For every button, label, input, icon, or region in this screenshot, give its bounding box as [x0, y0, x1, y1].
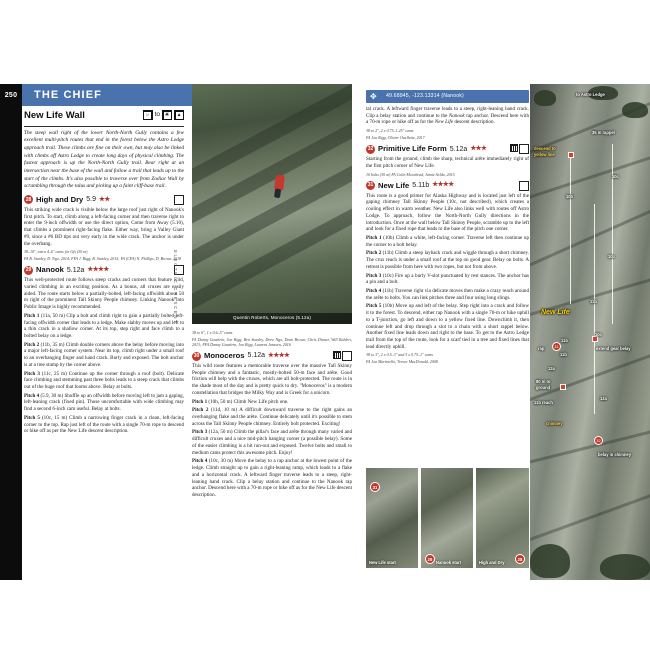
route-grade: 5.12a	[247, 352, 266, 360]
route-heading-primitive-life-form	[366, 144, 529, 154]
topo-label: 11b reach	[534, 400, 553, 405]
route-first-ascent: FA Danny Gauétrin, Jon Rigg, Ben Stanley, Drew Ngo, Dean Brown, Chris Dinner, Will Rahlert, 2013; FFA Danny Gauétrin, Jon Rigg, Laurent Janssen, 2016	[192, 337, 352, 347]
column-two	[192, 330, 352, 501]
bottom-photo-high-and-dry	[476, 468, 529, 568]
climbing-photo	[192, 84, 352, 324]
icon-range-label: to	[154, 110, 160, 118]
topo-label: 12a	[600, 396, 607, 401]
photo-caption: Nanook start	[436, 560, 462, 565]
pitch-label: Pitch 5	[24, 414, 40, 421]
photo-route-marker: 28	[515, 554, 525, 564]
column-one	[24, 110, 184, 437]
tick-checkbox[interactable]	[174, 195, 184, 205]
qr-code-icon[interactable]	[333, 351, 341, 359]
pitch-entry	[366, 303, 529, 350]
qr-code-icon[interactable]	[510, 144, 518, 152]
pitch-entry	[366, 273, 529, 286]
sun-icon: ☼	[143, 110, 153, 120]
pitch-entry	[366, 250, 529, 270]
pitch-label: Pitch 1	[366, 234, 382, 241]
route-stars: ★★	[99, 195, 110, 203]
topo-route-marker: 32	[594, 436, 603, 445]
route-grade: 5.12a	[449, 145, 468, 153]
topo-label: 11b	[560, 352, 567, 357]
pitch-text: (11a, 50 m) Clip a bolt and climb right to gain a partially bolted left-facing offwidth corner that leads to a ledge. Make slabby moves up and left to a thin crack in a shallow corner. At its top, step right and face climb to a bolted belay on a ledge.	[24, 312, 185, 339]
topo-label: belay in chimney	[598, 452, 631, 457]
gps-coordinate-bar	[366, 90, 529, 103]
pitch-label: Pitch 4	[366, 287, 382, 294]
pitch-label: Pitch 2	[192, 407, 209, 414]
route-grade: 5.11b	[412, 182, 430, 189]
topo-label: to Astro Ledge	[576, 92, 605, 97]
route-name: New Life	[378, 180, 410, 190]
column-three	[366, 106, 529, 366]
topo-label: chimney	[546, 421, 563, 426]
pitch-entry	[24, 371, 184, 391]
route-name: Nanook	[36, 265, 64, 275]
route-first-ascent: FA B. Stanley, D. Ngo, 2014; FFA J. Rigg, B. Stanley, 2015; FA (CFA) N. Phillips, D. Brown, 2018	[24, 256, 182, 262]
route-gear-fa	[366, 172, 529, 177]
climber-figure	[274, 175, 285, 192]
route-heading-new-life	[366, 181, 529, 191]
route-first-ascent: FA Colin Moorhead, Jamie Selda, 2015	[391, 171, 455, 177]
route-description: This striking wide crack is visible below the large roof just right of Nanook's first pitch. To start, climb along a left-facing corner and then traverse right to enter the 9-inch offwidth or use the direct option, Come from Away (5.10), that climbs a prominent right-facing flake. Either way, bring a Valley Giant #9, since a #6 BD tips out very early in the wide crack. The anchor is under the overhang.	[24, 206, 184, 247]
pitch-text: (12a, 50 m) Climb the pillar's face and arête through many varied and difficult cruxes and a nice mid-pitch hanging corner (a possible belay). Some of the easier climbing is a bit run-out and exposed. Twelve bolts and small to medium cams protect this awesome pitch. Enjoy!	[192, 429, 352, 456]
topo-label: 80 m to	[536, 379, 551, 384]
pitch-entry	[24, 415, 184, 435]
pitch-entry	[366, 235, 529, 248]
gps-coordinates: 49.68945, -123.13314 (Nanook)	[386, 92, 464, 99]
route-line	[612, 144, 613, 324]
monoceros-continued-text: tal crack. A leftward finger traverse leads to a steep, right-leaning hand crack. Clip a belay station and continue to the Nanook rap anchor. Descend here with a 70-m rope or hike off as for the New Life descent description.	[366, 106, 529, 126]
pitch-text: (10c, 15 m) Climb a narrowing finger crack in a clean, left-facing corner to the top. Rap just left of the route with a single 70-m rope to descend or hike off as per the New Life descent description.	[24, 414, 185, 435]
photo-caption: New Life start	[369, 560, 396, 565]
route-number-badge: 29	[25, 266, 32, 273]
route-description: This route is a good primer for Alaska Highway and is located just left of the gaping chimney Tall Skinny People (10c, not described), which creates a cooling effect in warm weather. New Life also links well with routes off Astro Lodge. To approach, follow the North-North Gully directions in the introduction. Once at the wall below Tall Skinny People, scramble up to the left and look for a fixed rope that leads to the base of the pitch one corner.	[366, 192, 529, 233]
topo-label: extend gear belay	[596, 346, 631, 351]
route-gear: 38 to 3", 2 x 0.5–3" and 5 x 0.75–1" cams	[366, 352, 433, 358]
route-number-badge: 31	[367, 182, 374, 189]
tick-checkbox[interactable]	[519, 144, 529, 154]
pitch-text: (11d, 10 m) A difficult downward traverse to the right gains an overhanging flake and the arête. Continue delicately until it's possible to stem across the Tall Skinny People chimney. Entirely bolt protected. Exciting!	[192, 407, 353, 427]
route-line	[594, 204, 595, 414]
pitch-entry	[192, 407, 352, 427]
route-heading-high-and-dry	[24, 195, 184, 205]
wall-intro-text: The steep wall right of the lower North-North Gully contains a few excellent multi-pitch routes that end in the forest below the Astro Lodge approach trail. These climbs are fine on their own, but may also be linked with climbs off Astro Lodge to create long days of physical climbing. The fastest approach is up the North-North Gully trail. Bear right at an intersection near the base of the wall and follow a trail that leads up to the start of the climbs. It's also possible to traverse over from Zodiac Wall by scrambling through the talus and picking up a faint cliff-base trail.	[24, 129, 184, 190]
bottom-photo-nanook-start	[421, 468, 473, 568]
topo-route-name: New Life	[541, 309, 570, 316]
route-name: Primitive Life Form	[378, 144, 447, 154]
pitch-text: (10b) Climb a white, left-facing corner. Traverse left then continue up the corner to a bolt belay.	[366, 234, 529, 248]
pitch-label: Pitch 1	[24, 312, 40, 319]
wall-section-title	[24, 110, 184, 123]
route-grade: 5.9	[86, 196, 96, 204]
route-number-badge: 28	[25, 196, 32, 203]
page-edge-bar	[0, 84, 22, 580]
gps-marker-icon: ✥	[370, 92, 377, 101]
topo-route-marker: 31	[552, 342, 561, 351]
pitch-label: Pitch 3	[24, 370, 40, 377]
pitch-entry	[366, 288, 529, 301]
route-heading-monoceros	[192, 351, 352, 361]
topo-label: ground	[536, 385, 551, 390]
route-gear: 38–10°, extra 4–6" cams for Gfs (30 m)	[24, 249, 88, 255]
route-description: Starting from the ground, climb the sharp, technical arête immediately right of the first pitch corner of New Life.	[366, 156, 529, 169]
route-stars: ★★★	[470, 144, 487, 152]
route-gear: 38 to 2", 2 x 0.75–1.25" cams	[366, 128, 414, 134]
pitch-entry	[192, 429, 352, 456]
topo-label: 11b	[561, 338, 568, 343]
tick-checkbox[interactable]	[342, 351, 352, 361]
page-side-label: ELECTRIC CRESCENT	[173, 250, 178, 325]
photo-caption: High and Dry	[479, 560, 505, 565]
topo-label: yellow line	[534, 152, 555, 157]
topo-label: descend to	[534, 146, 556, 151]
route-line	[570, 154, 571, 304]
topo-label: 11b	[590, 299, 597, 304]
pitch-text: (10b) Move up and left of the belay. Step right into a crack and follow it to the forest. To descend, either rap Nanook with a single 70-m or hike uphill to a T-junction, go left and down to a yellow fixed line. Downclimb it, then continue left and drop through a slot to a chain with a short rappel below. Another fixed line leads down and right to the base. To get to the Astro Ledge trail from the top of the route, look for a scarf tied in a tree and fixed lines that lead directly uphill.	[366, 303, 529, 350]
topo-label: 10b	[566, 194, 574, 199]
page-number: 250	[4, 91, 18, 99]
page-title: THE CHIEF	[34, 89, 102, 101]
pitch-label: Pitch 2	[24, 341, 40, 348]
anchor-marker	[568, 152, 574, 158]
route-gear: 10 bolts (30 m)	[366, 171, 391, 177]
route-number-badge: 30	[193, 352, 200, 359]
topo-photo	[530, 84, 650, 580]
route-stars: ★★★★	[87, 266, 109, 274]
pitch-entry	[192, 399, 352, 406]
pitch-text: (11c, 25 m) Continue up the corner through a roof (bolt). Delicate face climbing and stemming past three bolts leads to a steep crack that climbs out of the huge roof that looms above. Belay at bolts.	[24, 370, 185, 391]
tick-checkbox[interactable]	[519, 181, 529, 191]
pitch-text: (10b, 50 m) Climb New Life pitch one.	[208, 398, 289, 405]
pitch-text: (10c) Fire up a burly V-slot punctuated by rest stances. The anchor has a pin and a bolt.	[366, 272, 529, 286]
pitch-label: Pitch 4	[24, 392, 40, 399]
pitch-text: (11b, 35 m) Climb double corners above the belay before moving into a major left-facing corner system. Near its top, climb right under a small roof to an overhanging finger and hand crack. Burly and exposed. The bolt anchor is at a tree stump by the corner above.	[24, 341, 185, 368]
route-description: This wild route features a memorable traverse over the massive Tall Skinny People chimney and a fantastic, mostly-bolted 50-m face and arête. Good friction will help with the cruxes, which are all bolt-protected. The route is in the shade most of the day and is pretty quick to dry. "Monoceros" is a modern constellation that bridges the Milky Way and is Greek for a unicorn.	[192, 363, 352, 396]
topo-label: 10c	[595, 332, 602, 337]
route-gear: 38 to 6", 1 x 0.6–5" cams	[192, 330, 233, 335]
photo-caption: Quentin Roberts, Monoceros (5.12a)	[233, 315, 311, 320]
pitch-label: Pitch 2	[366, 250, 382, 257]
route-number-badge: 32	[367, 145, 374, 152]
pitch-text: (10c, 30 m) Move the belay to a rap anchor at the lowest point of the ledge. Climb straight up to gain a right-leaning ramp, which leads to a flake and a horizontal crack. A leftward finger traverse leads to a steep, right-leaning hand crack. Clip a belay station and continue to the Nanook rap anchor. Descend here with a 70-m rope or hike off as for the New Life descent description.	[192, 458, 353, 498]
route-description: This well-protected route follows steep cracks and corners that feature wild, varied climbing in an exciting position. As a bonus, all cruxes are easily aided. The route starts below a partially-bolted, left-facing offwidth about 50 m right of the prominent Tall Skinny People chimney. Linking Nanook into Public Image is highly recommended.	[24, 277, 184, 311]
route-stars: ★★★★	[432, 181, 454, 189]
pitch-entry	[24, 393, 184, 413]
photo-route-marker: 31	[370, 482, 380, 492]
pitch-label: Pitch 5	[366, 303, 382, 310]
approach-icon: ▴	[174, 110, 184, 120]
topo-label: 12a	[548, 366, 555, 371]
pitch-label: Pitch 3	[366, 272, 382, 279]
route-name: Monoceros	[204, 351, 245, 360]
topo-label: 10c	[612, 174, 619, 179]
shade-icon: ☀	[162, 110, 172, 120]
pitch-text: (5.9, 30 m) Shuffle up an offwidth before moving left to jam a gaping, left-leaning crack (fixed pin). Those uncomfortable with wide climbing may find a second 6-inch cam useful. Belay at bolts.	[24, 392, 184, 413]
route-grade: 5.12a	[66, 266, 85, 274]
anchor-marker	[560, 384, 566, 390]
bottom-photo-new-life-start	[366, 468, 418, 568]
pitch-text: (11b) Climb a steep layback crack and wiggle through a short chimney. The crux reach is under a small roof at the top on good gear. Belay on bolts. A retreat is possible from here with two ropes, but not from above.	[366, 250, 529, 270]
pitch-entry	[24, 313, 184, 340]
route-first-ascent: FA Jon Rigg, Olivier Ouellette, 2017	[366, 135, 425, 141]
route-first-ascent: FA Jon Martinello, Trevor MacDonald, 2008	[366, 359, 438, 365]
photo-caption-strip	[192, 313, 352, 324]
photo-route-marker: 29	[425, 554, 435, 564]
pitch-label: Pitch 1	[192, 398, 208, 405]
topo-label: rap	[538, 346, 545, 351]
route-stars: ★★★★	[268, 351, 290, 359]
topo-label: 35 m rappel	[592, 130, 615, 135]
pitch-text: (11b) Traverse right via delicate moves then make a crazy reach around the arête to bolts. You can link pitches three and four using long slings.	[366, 287, 530, 301]
route-name: High and Dry	[36, 194, 84, 204]
wall-name: New Life Wall	[24, 110, 85, 121]
pitch-entry	[192, 458, 352, 498]
title-divider	[24, 126, 184, 127]
pitch-entry	[24, 342, 184, 369]
topo-label: 10c	[608, 254, 615, 259]
wall-icon-row	[143, 110, 184, 120]
route-heading-nanook	[24, 265, 184, 275]
pitch-label: Pitch 4	[192, 458, 208, 465]
pitch-label: Pitch 3	[192, 429, 208, 436]
